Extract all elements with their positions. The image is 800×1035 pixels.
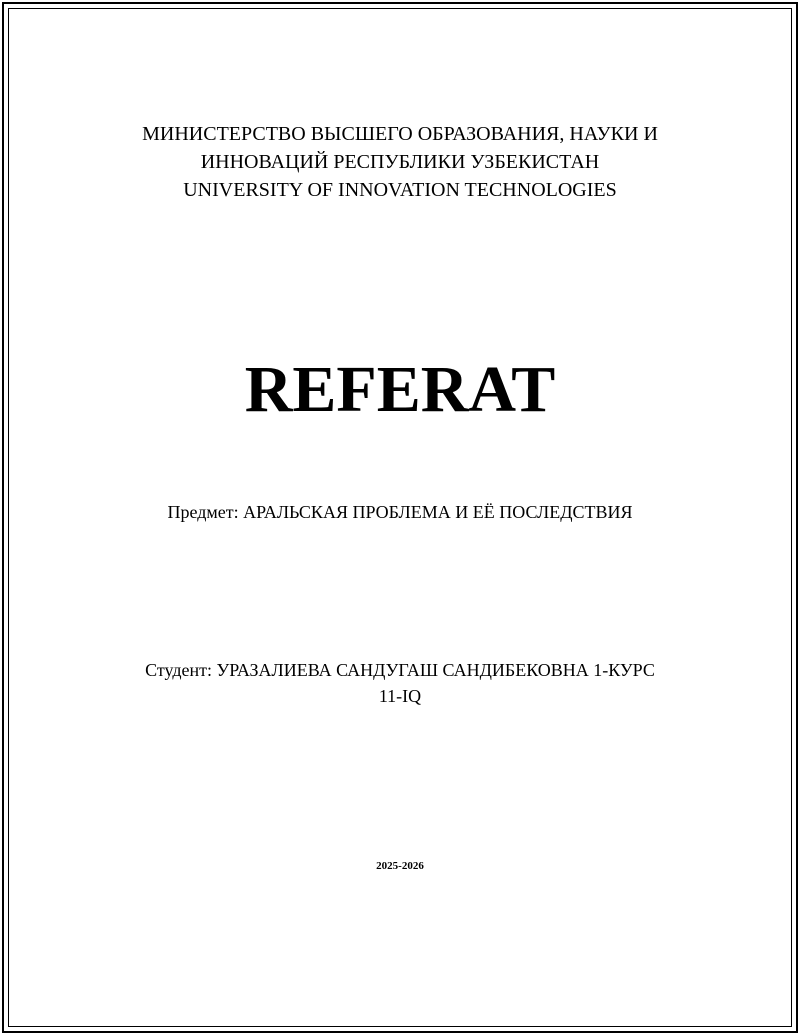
student-group-line: 11-IQ [378,686,422,706]
student-info [0,657,800,709]
student-name-line: Студент: УРАЗАЛИЕВА САНДУГАШ САНДИБЕКОВНА 1-КУРС [145,660,655,680]
ministry-line-2: ИННОВАЦИЙ РЕСПУБЛИКИ УЗБЕКИСТАН [200,151,600,173]
academic-year: 2025-2026 [376,860,424,872]
ministry-line-1: МИНИСТЕРСТВО ВЫСШЕГО ОБРАЗОВАНИЯ, НАУКИ И [142,123,658,145]
university-name: UNIVERSITY OF INNOVATION TECHNOLOGIES [183,179,617,201]
subject-line: Предмет: АРАЛЬСКАЯ ПРОБЛЕМА И ЕЁ ПОСЛЕДСТВИЯ [167,502,633,522]
institution-header [0,120,800,204]
document-title: REFERAT [244,353,556,426]
